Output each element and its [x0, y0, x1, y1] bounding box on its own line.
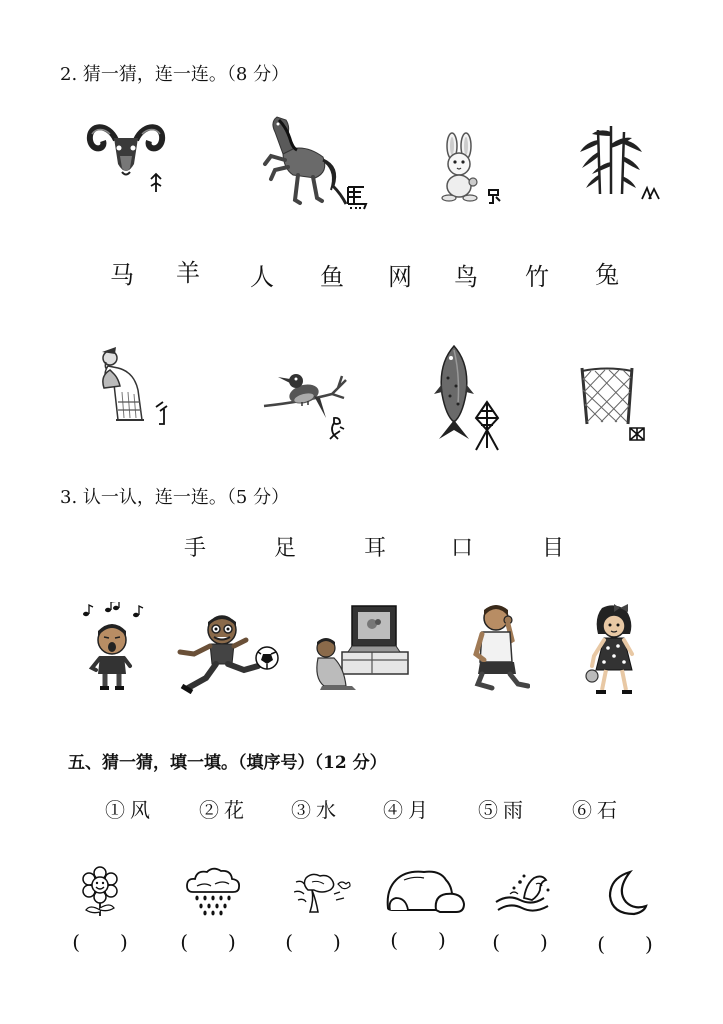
answer-blank-1[interactable]: ( )	[72, 930, 128, 954]
option-1-wind: ①风	[105, 798, 155, 822]
soccer-kid-icon	[172, 612, 280, 694]
character-ma: 马	[110, 261, 134, 289]
option-5-rain: ⑤雨	[478, 798, 528, 822]
wind-tree-icon	[294, 870, 352, 914]
character-mu: 目	[541, 536, 564, 561]
option-2-flower: ②花	[199, 798, 249, 822]
fish-icon	[434, 344, 474, 440]
character-niao: 鸟	[454, 263, 478, 291]
section3-title: 3. 认一认，连一连。（5 分）	[60, 487, 290, 508]
character-shou: 手	[183, 536, 206, 561]
ancient-bamboo-glyph	[640, 184, 662, 202]
character-tu: 兔	[595, 261, 619, 289]
ancient-bird-glyph	[326, 415, 346, 441]
character-er: 耳	[363, 536, 386, 561]
character-yang: 羊	[176, 259, 200, 287]
moon-icon	[604, 870, 648, 916]
option-4-moon: ④月	[383, 798, 433, 822]
horse-icon	[253, 112, 348, 208]
answer-blank-6[interactable]: ( )	[597, 932, 653, 956]
ancient-rabbit-glyph	[486, 187, 502, 205]
listening-boy-icon	[472, 600, 530, 692]
character-wang: 网	[388, 263, 412, 291]
answer-blank-5[interactable]: ( )	[492, 930, 548, 954]
section5-title: 五、猜一猜，填一填。（填序号）（12 分）	[68, 753, 387, 773]
section2-title: 2. 猜一猜，连一连。（8 分）	[60, 64, 290, 85]
tv-watching-kid-icon	[312, 604, 412, 692]
ancient-horse-glyph	[344, 184, 370, 210]
rain-cloud-icon	[185, 866, 241, 916]
character-zu: 足	[273, 536, 296, 561]
ancient-person-glyph	[153, 400, 171, 426]
answer-blank-4[interactable]: ( )	[390, 928, 446, 952]
option-6-stone: ⑥石	[572, 798, 622, 822]
girl-with-ball-icon	[584, 604, 642, 698]
character-ren: 人	[250, 263, 274, 291]
ancient-net-glyph	[628, 426, 646, 442]
bamboo-icon	[578, 122, 644, 196]
ancient-fish-glyph	[472, 400, 502, 452]
stones-icon	[384, 866, 468, 914]
water-splash-icon	[494, 870, 552, 914]
option-3-water: ③水	[291, 798, 341, 822]
singing-boy-icon	[80, 602, 144, 692]
flower-icon	[78, 866, 122, 916]
answer-blank-3[interactable]: ( )	[285, 930, 341, 954]
answer-blank-2[interactable]: ( )	[180, 930, 236, 954]
ancient-goat-glyph	[148, 172, 164, 194]
character-zhu: 竹	[525, 263, 549, 291]
rabbit-icon	[432, 132, 488, 202]
character-kou: 口	[450, 536, 473, 561]
net-icon	[577, 366, 637, 428]
character-yu: 鱼	[320, 263, 344, 291]
